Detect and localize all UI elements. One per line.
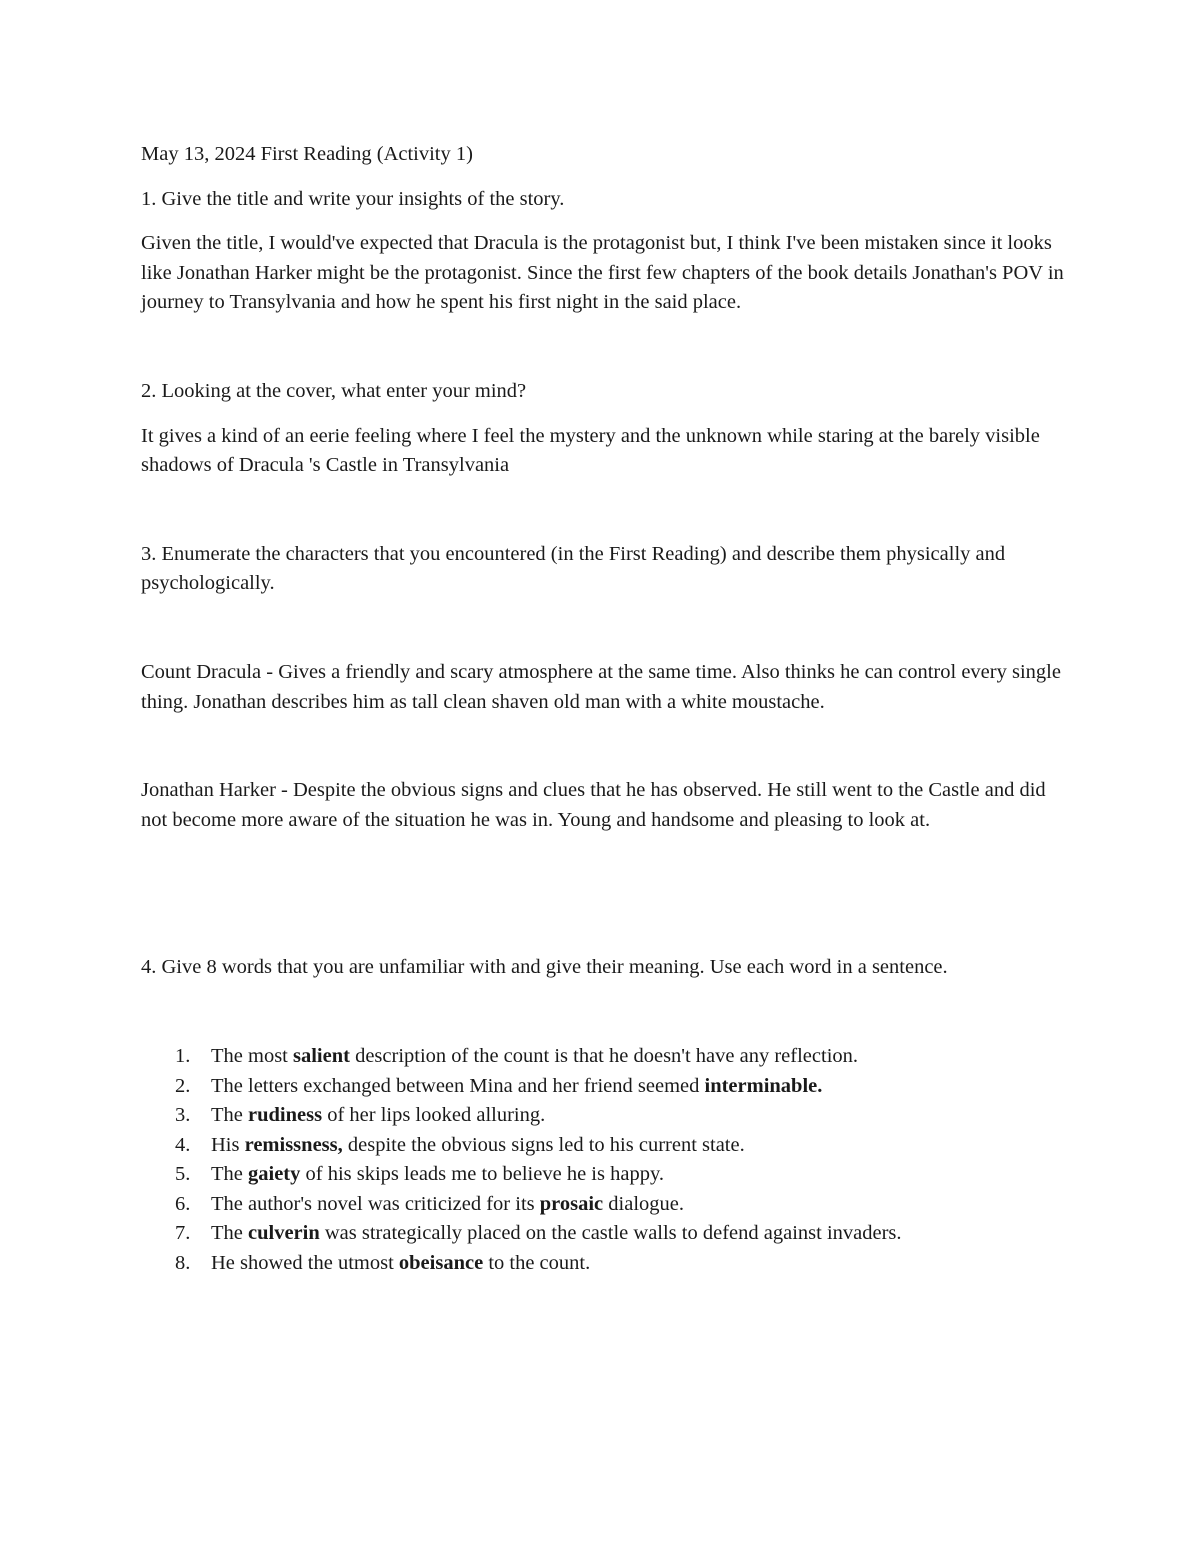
list-item: 8. He showed the utmost obeisance to the count. bbox=[175, 1252, 591, 1275]
character-count-dracula: Count Dracula - Gives a friendly and scary atmosphere at the same time. Also thinks he can control every single thing. Jonathan describes him as tall clean shaven old man with a white moustache. bbox=[141, 660, 1061, 713]
list-item: 3. The rudiness of her lips looked alluring. bbox=[175, 1104, 546, 1127]
vocab-word: rudiness bbox=[248, 1104, 323, 1127]
question-4: 4. Give 8 words that you are unfamiliar with and give their meaning. Use each word in a sentence. bbox=[141, 956, 948, 979]
vocab-word: remissness, bbox=[244, 1133, 343, 1156]
question-1: 1. Give the title and write your insights of the story. bbox=[141, 187, 565, 210]
character-jonathan-harker: Jonathan Harker - Despite the obvious signs and clues that he has observed. He still went to the Castle and did not become more aware of the situation he was in. Young and handsome and pleasing to look at. bbox=[141, 779, 1046, 831]
list-item: 6. The author's novel was criticized for its prosaic dialogue. bbox=[175, 1192, 684, 1215]
document-page bbox=[141, 140, 1071, 1279]
list-item: 2. The letters exchanged between Mina and her friend seemed interminable. bbox=[175, 1074, 823, 1097]
vocabulary-list bbox=[141, 1042, 1071, 1279]
vocab-word: salient bbox=[293, 1044, 350, 1067]
vocab-word: obeisance bbox=[398, 1252, 484, 1275]
answer-2: It gives a kind of an eerie feeling where I feel the mystery and the unknown while staring at the barely visible shadows of Dracula 's Castle in Transylvania bbox=[141, 424, 1040, 477]
list-item: 1. The most salient description of the count is that he doesn't have any reflection. bbox=[175, 1044, 859, 1067]
list-item: 4. His remissness, despite the obvious signs led to his current state. bbox=[175, 1133, 745, 1156]
list-item: 5. The gaiety of his skips leads me to believe he is happy. bbox=[175, 1163, 664, 1186]
question-2: 2. Looking at the cover, what enter your mind? bbox=[141, 379, 527, 402]
vocab-word: prosaic bbox=[539, 1192, 604, 1215]
question-3: 3. Enumerate the characters that you encountered (in the First Reading) and describe them physically and psychologically. bbox=[141, 542, 1006, 595]
page-title: May 13, 2024 First Reading (Activity 1) bbox=[141, 143, 473, 165]
vocab-word: culverin bbox=[248, 1222, 320, 1245]
vocab-word: gaiety bbox=[248, 1163, 301, 1186]
list-item: 7. The culverin was strategically placed on the castle walls to defend against invaders. bbox=[175, 1222, 902, 1245]
answer-1: Given the title, I would've expected that Dracula is the protagonist but, I think I've been mistaken since it looks like Jonathan Harker might be the protagonist. Since the first few chapters of the book details Jonathan's POV in journey to Transylvania and how he spent his first night in the said place. bbox=[141, 232, 1064, 314]
vocab-word: interminable. bbox=[704, 1074, 823, 1097]
